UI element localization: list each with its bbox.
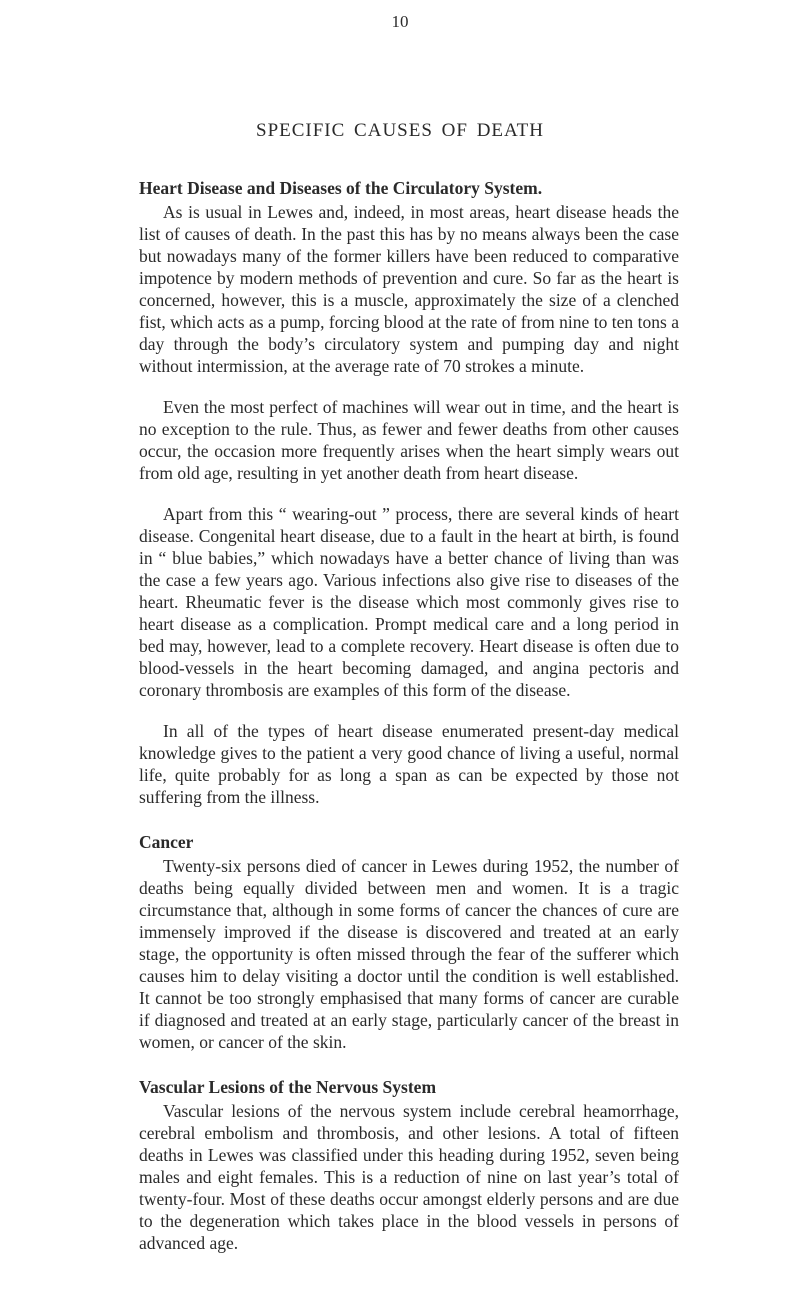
page-title: SPECIFIC CAUSES OF DEATH (256, 120, 544, 141)
paragraph: Apart from this “ wearing-out ” process, there are several kinds of heart disease. Congenital heart disease, due to a fault in the heart at birth, is found in “ blue babies,” which nowadays have a better chance of living than was the case a few years ago. Various infections also give rise to diseases of the heart. Rheumatic fever is the disease which most commonly gives rise to heart disease as a complication. Prompt medical care and a long period in bed may, however, lead to a complete recovery. Heart disease is often due to blood-vessels in the heart becoming damaged, and angina pectoris and coronary thrombosis are examples of this form of the disease. (139, 504, 679, 700)
page-number: 10 (391, 12, 409, 31)
section-heading: Heart Disease and Diseases of the Circulatory System. (139, 178, 543, 198)
paragraph: In all of the types of heart disease enumerated present-day medical knowledge gives to the patient a very good chance of living a useful, normal life, quite probably for as long a span as can be expected by those not suffering from the illness. (139, 721, 679, 807)
paragraph: As is usual in Lewes and, indeed, in most areas, heart disease heads the list of causes of death. In the past this has by no means always been the case but nowadays many of the former killers have been reduced to comparative impotence by modern methods of prevention and cure. So far as the heart is concerned, however, this is a muscle, approximately the size of a clenched fist, which acts as a pump, forcing blood at the rate of from nine to ten tons a day through the body’s circulatory system and pumping day and night without intermission, at the average rate of 70 strokes a minute. (139, 202, 679, 376)
section-heart-disease (139, 178, 679, 808)
section-heading: Vascular Lesions of the Nervous System (139, 1077, 437, 1097)
document-body (139, 178, 679, 1254)
paragraph: Vascular lesions of the nervous system include cerebral heamorrhage, cerebral embolism and thrombosis, and other lesions. A total of fifteen deaths in Lewes was classified under this heading during 1952, seven being males and eight females. This is a reduction of nine on last year’s total of twenty-four. Most of these deaths occur amongst elderly persons and are due to the degeneration which takes place in the blood vessels in persons of advanced age. (139, 1101, 679, 1253)
paragraph: Even the most perfect of machines will wear out in time, and the heart is no exception to the rule. Thus, as fewer and fewer deaths from other causes occur, the occasion more frequently arises when the heart simply wears out from old age, resulting in yet another death from heart disease. (139, 397, 679, 483)
paragraph: Twenty-six persons died of cancer in Lewes during 1952, the number of deaths being equally divided between men and women. It is a tragic circumstance that, although in some forms of cancer the chances of cure are immensely improved if the disease is discovered and treated at an early stage, the opportunity is often missed through the fear of the sufferer which causes him to delay visiting a doctor until the condition is well established. It cannot be too strongly emphasised that many forms of cancer are curable if diagnosed and treated at an early stage, particularly cancer of the breast in women, or cancer of the skin. (139, 856, 679, 1052)
section-vascular-lesions (139, 1077, 679, 1254)
section-cancer (139, 832, 679, 1053)
section-heading: Cancer (139, 832, 194, 852)
